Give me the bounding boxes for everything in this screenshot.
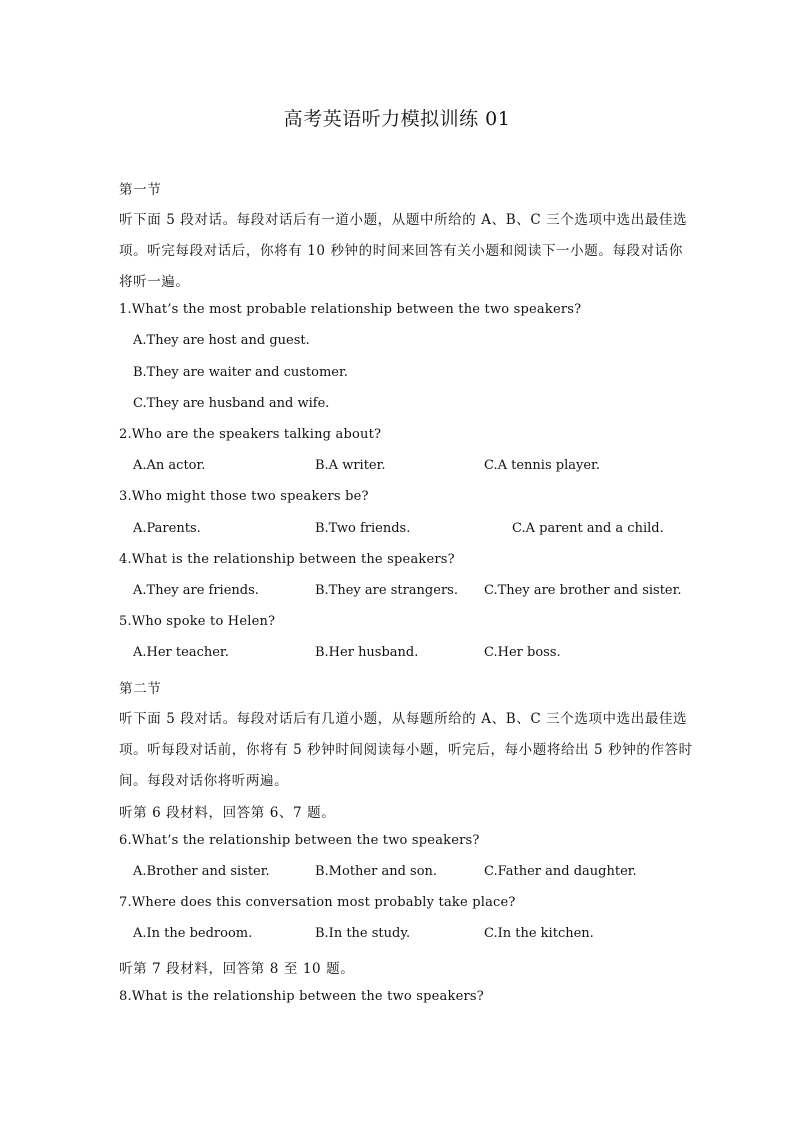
- question-8-stem: 8.What is the relationship between the two speakers?: [119, 989, 484, 1004]
- question-6-option-b: B.Mother and son.: [315, 864, 438, 879]
- question-7-option-b: B.In the study.: [315, 926, 411, 941]
- question-2-option-c: C.A tennis player.: [484, 458, 600, 473]
- document-title: 高考英语听力模拟训练 01: [283, 108, 511, 130]
- question-4-option-b: B.They are strangers.: [315, 583, 458, 598]
- section-1-heading: 第一节: [119, 182, 162, 198]
- question-5-option-a: A.Her teacher.: [133, 645, 229, 660]
- question-3-option-b: B.Two friends.: [315, 521, 411, 536]
- question-2-option-b: B.A writer.: [315, 458, 386, 473]
- question-1-stem: 1.What’s the most probable relationship between the two speakers?: [119, 302, 582, 317]
- question-7-option-c: C.In the kitchen.: [484, 926, 594, 941]
- question-4-stem: 4.What is the relationship between the speakers?: [119, 552, 455, 567]
- material-7-note: 听第 7 段材料，回答第 8 至 10 题。: [119, 961, 355, 977]
- question-6-stem: 6.What’s the relationship between the two speakers?: [119, 833, 480, 848]
- section-1-instructions-line-2: 项。听完每段对话后，你将有 10 秒钟的时间来回答有关小题和阅读下一小题。每段对话你: [119, 243, 683, 259]
- question-1-option-b: B.They are waiter and customer.: [133, 365, 348, 380]
- question-7-stem: 7.Where does this conversation most probably take place?: [119, 895, 516, 910]
- question-5-stem: 5.Who spoke to Helen?: [119, 614, 276, 629]
- question-6-option-c: C.Father and daughter.: [484, 864, 637, 879]
- section-1-instructions-line-1: 听下面 5 段对话。每段对话后有一道小题，从题中所给的 A、B、C 三个选项中选出最佳选: [119, 212, 688, 228]
- question-3-option-a: A.Parents.: [133, 521, 201, 536]
- question-1-option-a: A.They are host and guest.: [133, 333, 310, 348]
- question-2-stem: 2.Who are the speakers talking about?: [119, 427, 382, 442]
- material-6-note: 听第 6 段材料，回答第 6、7 题。: [119, 805, 336, 821]
- question-4-option-c: C.They are brother and sister.: [484, 583, 682, 598]
- question-4-option-a: A.They are friends.: [133, 583, 259, 598]
- section-2-instructions-line-2: 项。听每段对话前，你将有 5 秒钟时间阅读每小题，听完后，每小题将给出 5 秒钟的作答时: [119, 742, 693, 758]
- section-2-instructions-line-1: 听下面 5 段对话。每段对话后有几道小题，从每题所给的 A、B、C 三个选项中选出最佳选: [119, 711, 688, 727]
- question-7-option-a: A.In the bedroom.: [133, 926, 253, 941]
- question-6-option-a: A.Brother and sister.: [133, 864, 270, 879]
- question-5-option-b: B.Her husband.: [315, 645, 419, 660]
- section-2-heading: 第二节: [119, 681, 162, 697]
- question-3-stem: 3.Who might those two speakers be?: [119, 489, 369, 504]
- section-2-instructions-line-3: 间。每段对话你将听两遍。: [119, 773, 289, 789]
- question-2-option-a: A.An actor.: [133, 458, 206, 473]
- question-5-option-c: C.Her boss.: [484, 645, 561, 660]
- section-1-instructions-line-3: 将听一遍。: [119, 274, 190, 290]
- question-1-option-c: C.They are husband and wife.: [133, 396, 330, 411]
- question-3-option-c: C.A parent and a child.: [512, 521, 664, 536]
